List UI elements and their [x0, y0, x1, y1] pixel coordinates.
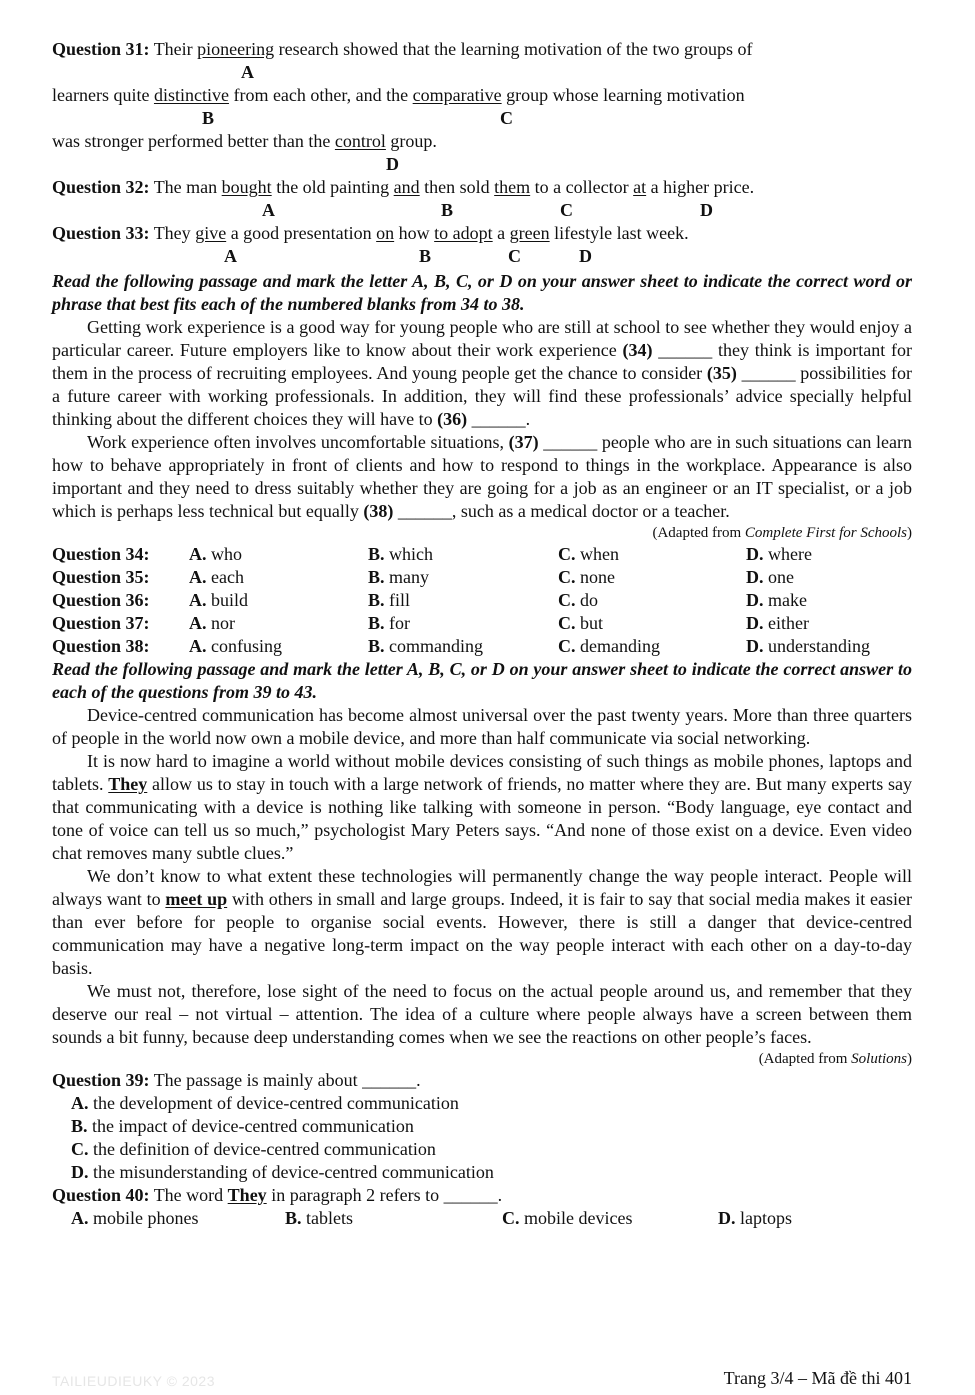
q31-option-c-text: comparative [412, 85, 502, 105]
passage2-paragraph-3: We don’t know to what extent these technologies will permanently change the way people interact. People will always want to meet up with others in small and large groups. Indeed, it is fair to say that social media makes it easier than ever before for people to organise social events. However, there is still a danger that device-centred communication may have a negative long-term impact on the way people interact with each other on a day-to-day basis. [52, 866, 912, 978]
q39-option-a[interactable]: A. the development of device-centred communication [71, 1093, 459, 1113]
q39-option-b[interactable]: B. the impact of device-centred communication [71, 1116, 414, 1136]
exam-page [52, 38, 912, 1230]
q31-line-3: was stronger performed better than the control group. [52, 131, 437, 151]
word-they: They [108, 774, 148, 794]
question-label: Question 38: [52, 636, 150, 656]
option-c[interactable]: C. none [558, 567, 615, 587]
passage2-paragraph-4: We must not, therefore, lose sight of the need to focus on the actual people around us, and remember that they deserve our real – not virtual – attention. The idea of a culture where people always have a screen between them sounds a bit funny, because deep understanding comes when we see the reactions on other people’s faces. [52, 981, 912, 1047]
instruction-39-43: Read the following passage and mark the letter A, B, C, or D on your answer sheet to indicate the correct answer to each of the questions from 39 to 43. [52, 659, 912, 702]
q31-line-2: learners quite distinctive from each other, and the comparative group whose learning motivation [52, 85, 745, 105]
passage1-paragraph-1: Getting work experience is a good way for young people who are still at school to see whether they would enjoy a particular career. Future employers like to know about their work experience (34) ______ they think is important for them in the process of recruiting employees. And young people get the chance to consider (35) ______ possibilities for a future career with working professionals. In addition, they will find these professionals’ advice specially helpful thinking about the different choices they will have to (36) ______. [52, 317, 913, 429]
q31-letters-d [52, 153, 912, 176]
option-row [52, 612, 912, 635]
q31-label: Question 31: [52, 39, 150, 59]
q39-stem: Question 39: The passage is mainly about ______. [52, 1070, 421, 1090]
q32-label: Question 32: [52, 177, 150, 197]
q40-option-d[interactable]: D. laptops [718, 1208, 792, 1228]
q31-letters-a [52, 61, 912, 84]
passage1-paragraph-2: Work experience often involves uncomfortable situations, (37) ______ people who are in such situations can learn how to behave appropriately in front of clients and how to respond to things in the workplace. Appearance is also important and they need to dress suitably whether they are going for a job as an engineer or an IT specialist, or a job which is perhaps less technical but equally (38) ______, such as a medical doctor or a teacher. [52, 432, 912, 521]
option-c[interactable]: C. do [558, 590, 598, 610]
option-c[interactable]: C. when [558, 544, 619, 564]
q31-option-d-text: control [334, 131, 386, 151]
q33-letters: A B C D [224, 246, 592, 266]
page-number: Trang 3/4 – Mã đề thi 401 [723, 1368, 912, 1388]
passage2-source: (Adapted from Solutions) [758, 1051, 912, 1067]
q31-line-1: Question 31: Their pioneering research showed that the learning motivation of the two groups of [52, 39, 753, 59]
option-row [52, 635, 912, 658]
option-d[interactable]: D. one [746, 567, 794, 587]
option-a[interactable]: A. build [189, 590, 249, 610]
phrase-meet-up: meet up [165, 889, 228, 909]
option-d[interactable]: D. either [746, 613, 809, 633]
option-b[interactable]: B. fill [368, 590, 411, 610]
options-34-38 [52, 543, 912, 658]
passage2-paragraph-2: It is now hard to imagine a world without mobile devices consisting of such things as mobile phones, laptops and tablets. They allow us to stay in touch with a large network of friends, no matter where they are. But many experts say that communicating with a device is nothing like talking with someone in person. “Body language, eye contact and tone of voice can tell us so much,” psychologist Mary Peters says. “And none of those exist on a device. Even video chat removes many subtle clues.” [52, 751, 912, 863]
option-a[interactable]: A. nor [189, 613, 235, 633]
q33-line: Question 33: They give a good presentation on how to adopt a green lifestyle last week. [52, 223, 689, 243]
option-a[interactable]: A. who [189, 544, 242, 564]
option-b[interactable]: B. for [368, 613, 411, 633]
q31-letters-bc [52, 107, 912, 130]
q31-letter-c: C [500, 108, 513, 128]
q32-line: Question 32: The man bought the old painting and then sold them to a collector at a higher price. [52, 177, 755, 197]
q31-letter-a: A [241, 62, 254, 82]
q40-option-c[interactable]: C. mobile devices [502, 1208, 633, 1228]
option-row [52, 543, 912, 566]
q33-label: Question 33: [52, 223, 150, 243]
q31-letter-d: D [386, 154, 399, 174]
q40-stem: Question 40: The word They in paragraph 2 refers to ______. [52, 1185, 503, 1205]
q40-option-a[interactable]: A. mobile phones [71, 1208, 199, 1228]
q39-option-c[interactable]: C. the definition of device-centred communication [71, 1139, 436, 1159]
option-b[interactable]: B. commanding [368, 636, 483, 656]
q40-options [52, 1207, 912, 1230]
q40-option-b[interactable]: B. tablets [285, 1208, 354, 1228]
q39-option-d[interactable]: D. the misunderstanding of device-centred communication [71, 1162, 494, 1182]
option-row [52, 566, 912, 589]
option-b[interactable]: B. which [368, 544, 434, 564]
q31-letter-b: B [202, 108, 215, 128]
option-d[interactable]: D. where [746, 544, 812, 564]
q31-option-b-text: distinctive [153, 85, 229, 105]
page-footer [52, 1367, 912, 1391]
option-row [52, 589, 912, 612]
q32-letters: A B C D [262, 200, 713, 220]
instruction-34-38: Read the following passage and mark the letter A, B, C, or D on your answer sheet to indicate the correct word or phrase that best fits each of the numbered blanks from 34 to 38. [52, 271, 912, 314]
passage2-paragraph-1: Device-centred communication has become almost universal over the past twenty years. More than three quarters of people in the world now own a mobile device, and more than half communicate via social networking. [52, 705, 912, 748]
passage1-source: (Adapted from Complete First for Schools) [652, 525, 912, 541]
option-c[interactable]: C. but [558, 613, 604, 633]
option-b[interactable]: B. many [368, 567, 430, 587]
q31-option-a-text: pioneering [197, 39, 275, 59]
option-a[interactable]: A. confusing [189, 636, 282, 656]
watermark: TAILIEUDIEUKY © 2023 [52, 1373, 215, 1389]
question-label: Question 34: [52, 544, 150, 564]
option-c[interactable]: C. demanding [558, 636, 660, 656]
option-d[interactable]: D. understanding [746, 636, 870, 656]
question-label: Question 36: [52, 590, 150, 610]
question-label: Question 35: [52, 567, 150, 587]
question-label: Question 37: [52, 613, 150, 633]
option-a[interactable]: A. each [189, 567, 244, 587]
option-d[interactable]: D. make [746, 590, 807, 610]
